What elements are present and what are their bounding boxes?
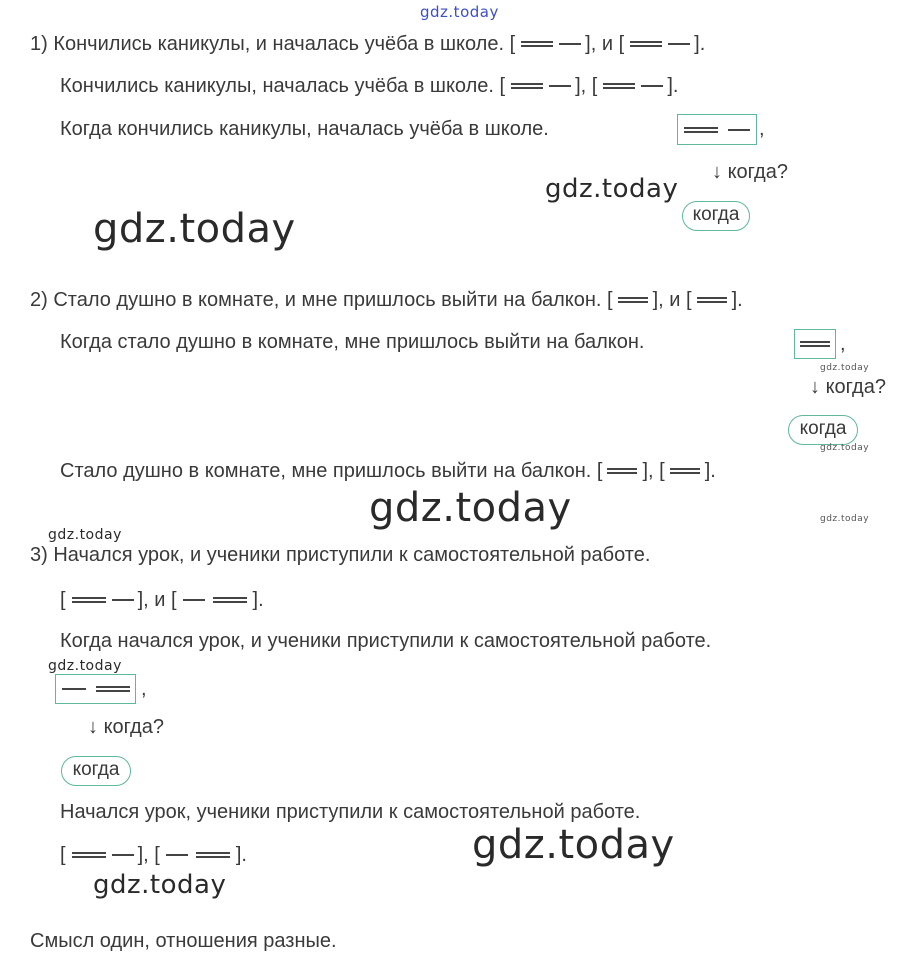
item-3-scheme-2: [ ], [ ].	[60, 844, 247, 866]
watermark: gdz.today	[48, 658, 122, 674]
scheme-bracket-close: ]	[694, 33, 700, 55]
scheme-comma: ,	[590, 33, 597, 55]
scheme-predicate-mark	[641, 74, 667, 98]
watermark: gdz.today	[820, 514, 870, 524]
watermark: gdz.today	[369, 485, 572, 531]
watermark-top: gdz.today	[420, 3, 499, 21]
scheme-bracket-open: [	[509, 33, 516, 55]
scheme-subject-mark	[505, 74, 549, 98]
item-2-clause-box	[794, 329, 836, 359]
scheme-comma: ,	[648, 460, 654, 482]
watermark: gdz.today	[472, 822, 675, 868]
item-1-sentence-2: Кончились каникулы, началась учёба в школе.	[60, 75, 494, 97]
scheme-predicate-mark	[559, 32, 585, 56]
watermark: gdz.today	[545, 174, 679, 204]
watermark: gdz.today	[48, 527, 122, 543]
scheme-bracket-close: ]	[667, 75, 673, 97]
item-1-question-text: когда?	[727, 161, 788, 183]
item-2-question-text: когда?	[825, 376, 886, 398]
scheme-subject-mark	[665, 459, 705, 483]
scheme-predicate-mark	[160, 843, 196, 867]
item-1-line-3	[60, 117, 549, 141]
item-3-scheme-1: [ ], и [ ].	[60, 589, 264, 611]
item-3-question-text: когда?	[103, 716, 164, 738]
scheme-subject-mark	[692, 288, 732, 312]
item-1-conjunction-oval: когда	[682, 201, 750, 231]
item-2-sentence-1: Стало душно в комнате, и мне пришлось выйти на балкон.	[53, 289, 602, 311]
scheme-bracket-close: ]	[137, 589, 144, 611]
scheme-bracket-close: ]	[585, 33, 591, 55]
scheme-conjunction: и	[154, 589, 166, 611]
scheme-bracket-open: [	[591, 75, 598, 97]
scheme-predicate-mark	[549, 74, 575, 98]
item-3-number: 3)	[30, 544, 48, 566]
item-2-line-3: Стало душно в комнате, мне пришлось выйти на балкон. [ ], [ ].	[60, 460, 716, 482]
scheme-conjunction: и	[601, 33, 614, 55]
scheme-bracket-close: ]	[652, 289, 659, 311]
arrow-down-icon: ↓	[810, 376, 820, 398]
scheme-bracket-close: ]	[575, 75, 581, 97]
item-2-line-2	[60, 330, 644, 354]
item-3-clause-box	[55, 674, 136, 704]
item-1-clause-box	[677, 114, 757, 145]
item-1-sentence-1: Кончились каникулы, и началась учёба в школе.	[53, 33, 505, 55]
conclusion: Смысл один, отношения разные.	[30, 930, 337, 952]
scheme-predicate-mark	[112, 588, 138, 612]
scheme-bracket-close: ]	[137, 844, 144, 866]
scheme-bracket-open: [	[686, 289, 692, 311]
item-3-question	[88, 715, 164, 739]
scheme-predicate-mark	[668, 32, 694, 56]
scheme-comma: ,	[658, 289, 664, 311]
item-2-number: 2)	[30, 289, 48, 311]
scheme-subject-mark	[613, 288, 653, 312]
item-1-number: 1)	[30, 33, 48, 55]
scheme-subject-mark	[66, 588, 112, 612]
scheme-bracket-open: [	[659, 460, 665, 482]
scheme-bracket-close: ]	[235, 844, 242, 866]
scheme-bracket-open: [	[607, 289, 613, 311]
arrow-down-icon: ↓	[712, 161, 722, 183]
item-2-question	[810, 375, 886, 399]
item-2-sentence-3: Стало душно в комнате, мне пришлось выйти на балкон.	[60, 460, 592, 482]
item-1-question	[712, 160, 788, 184]
item-1-line-2: Кончились каникулы, началась учёба в школе. [ ], [ ].	[60, 75, 679, 97]
item-3-sentence-2: Когда начался урок, и ученики приступили к самостоятельной работе.	[60, 630, 712, 652]
scheme-bracket-close: ]	[704, 460, 711, 482]
scheme-bracket-open: [	[60, 589, 66, 611]
scheme-subject-mark	[196, 843, 236, 867]
scheme-comma: ,	[759, 118, 765, 140]
item-3-line-3	[60, 800, 640, 824]
scheme-subject-mark	[515, 32, 559, 56]
watermark: gdz.today	[820, 443, 870, 453]
item-3-conjunction-oval: когда	[61, 756, 131, 786]
item-2-sentence-2: Когда стало душно в комнате, мне пришлось выйти на балкон.	[60, 331, 645, 353]
scheme-comma: ,	[143, 589, 149, 611]
scheme-bracket-open: [	[596, 460, 603, 482]
arrow-down-icon: ↓	[88, 716, 98, 738]
watermark: gdz.today	[93, 870, 227, 900]
scheme-bracket-open: [	[170, 589, 177, 611]
item-2-line-1: 2) Стало душно в комнате, и мне пришлось выйти на балкон. [ ], и [ ].	[30, 289, 743, 311]
item-1-sentence-3: Когда кончились каникулы, началась учёба в школе.	[60, 118, 549, 140]
item-3-line-2	[60, 629, 711, 653]
item-2-conjunction-oval: когда	[788, 415, 858, 445]
watermark: gdz.today	[820, 363, 870, 373]
scheme-bracket-open: [	[618, 33, 625, 55]
scheme-subject-mark	[66, 843, 112, 867]
item-1-line-1: 1) Кончились каникулы, и началась учёба в школе. [ ], и [ ].	[30, 33, 706, 55]
scheme-subject-mark	[213, 588, 253, 612]
scheme-predicate-mark	[177, 588, 213, 612]
scheme-conjunction: и	[669, 289, 681, 311]
scheme-predicate-mark	[112, 843, 138, 867]
scheme-comma: ,	[840, 333, 846, 355]
watermark: gdz.today	[93, 206, 296, 252]
scheme-bracket-open: [	[60, 844, 66, 866]
scheme-bracket-open: [	[499, 75, 506, 97]
scheme-bracket-open: [	[154, 844, 160, 866]
scheme-comma: ,	[580, 75, 587, 97]
scheme-bracket-close: ]	[252, 589, 259, 611]
scheme-subject-mark	[602, 459, 642, 483]
item-3-line-1	[30, 543, 650, 567]
item-3-sentence-1: Начался урок, и ученики приступили к самостоятельной работе.	[53, 544, 651, 566]
scheme-bracket-close: ]	[642, 460, 649, 482]
scheme-subject-mark	[624, 32, 668, 56]
scheme-bracket-close: ]	[731, 289, 738, 311]
scheme-comma: ,	[143, 844, 149, 866]
scheme-subject-mark	[597, 74, 641, 98]
item-3-sentence-3: Начался урок, ученики приступили к самостоятельной работе.	[60, 801, 641, 823]
scheme-comma: ,	[141, 678, 147, 700]
